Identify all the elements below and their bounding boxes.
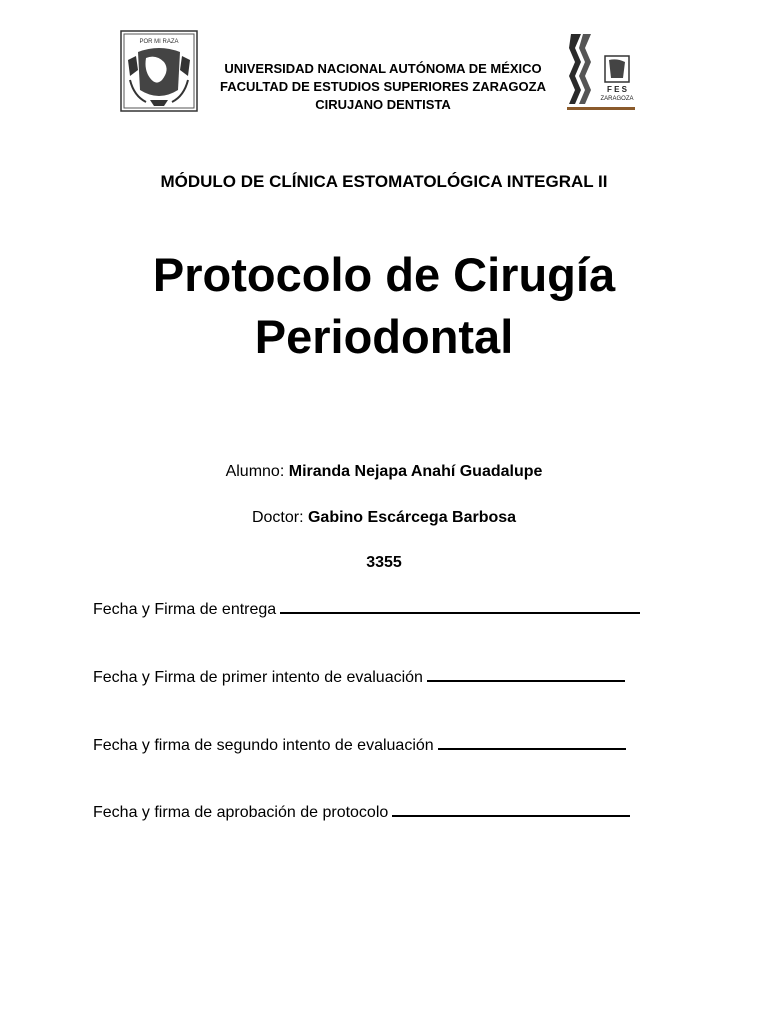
svg-text:POR MI RAZA: POR MI RAZA <box>139 39 179 45</box>
student-label: Alumno: <box>225 463 285 480</box>
signature-line-first-attempt <box>93 666 625 687</box>
signature-label: Fecha y firma de segundo intento de evaluación <box>93 737 434 754</box>
signature-label: Fecha y Firma de primer intento de evaluación <box>93 669 423 686</box>
signature-blank <box>392 801 630 817</box>
module-title: MÓDULO DE CLÍNICA ESTOMATOLÓGICA INTEGRAL II <box>160 172 608 191</box>
svg-text:F E S: F E S <box>606 85 628 94</box>
document-title <box>0 244 768 368</box>
signature-line-delivery <box>93 598 640 619</box>
signature-label: Fecha y Firma de entrega <box>93 601 277 618</box>
institution-header <box>160 60 606 114</box>
doctor-line <box>0 509 768 527</box>
doctor-name: Gabino Escárcega Barbosa <box>307 509 517 526</box>
group-code: 3355 <box>366 554 402 571</box>
signature-blank <box>427 666 625 682</box>
faculty-name: FACULTAD DE ESTUDIOS SUPERIORES ZARAGOZA <box>220 79 546 94</box>
signature-line-approval <box>93 801 630 822</box>
title-line-1: Protocolo de Cirugía <box>152 248 616 301</box>
title-line-2: Periodontal <box>254 310 514 363</box>
signature-blank <box>280 598 640 614</box>
student-line <box>0 463 768 481</box>
signature-label: Fecha y firma de aprobación de protocolo <box>93 804 389 821</box>
university-name: UNIVERSIDAD NACIONAL AUTÓNOMA DE MÉXICO <box>224 61 542 76</box>
program-name: CIRUJANO DENTISTA <box>315 97 451 112</box>
svg-text:ZARAGOZA: ZARAGOZA <box>600 96 634 102</box>
signature-blank <box>438 734 626 750</box>
student-name: Miranda Nejapa Anahí Guadalupe <box>288 463 543 480</box>
signature-line-second-attempt <box>93 734 626 755</box>
doctor-label: Doctor: <box>251 509 304 526</box>
